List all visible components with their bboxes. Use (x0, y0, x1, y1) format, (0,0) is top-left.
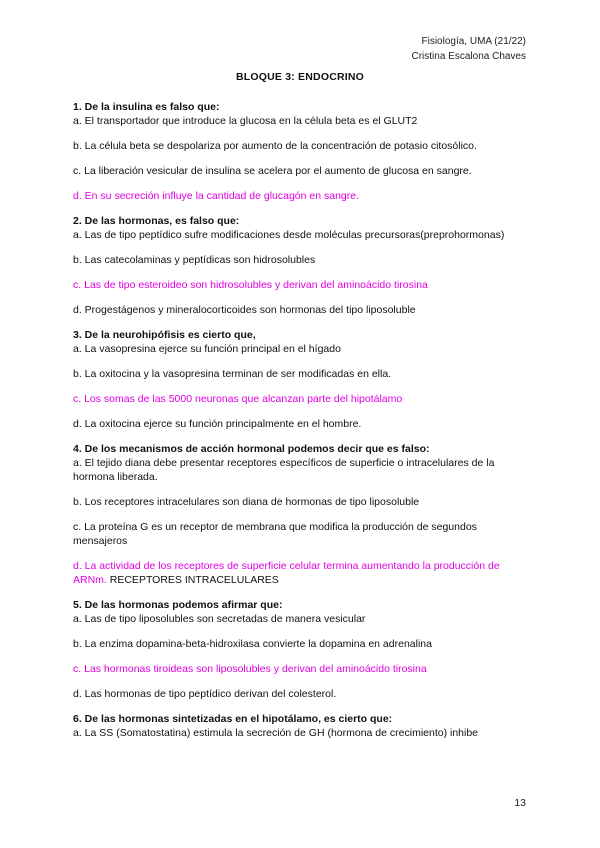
question-title: 6. De las hormonas sintetizadas en el hipotálamo, es cierto que: (73, 713, 393, 725)
option-d: d. Las hormonas de tipo peptídico derivan del colesterol. (73, 688, 337, 700)
question-5 (73, 598, 528, 701)
questions-list (73, 100, 528, 751)
option-d: d. Progestágenos y mineralocorticoides son hormonas del tipo liposoluble (73, 304, 416, 316)
option-a: a. El tejido diana debe presentar receptores específicos de superficie o intracelulares de la hormona liberada. (73, 457, 495, 483)
option-c-highlighted: c. Las de tipo esteroideo son hidrosolubles y derivan del aminoácido tirosina (73, 279, 428, 291)
option-c-highlighted: c. Los somas de las 5000 neuronas que alcanzan parte del hipotálamo (73, 393, 403, 405)
question-6 (73, 712, 528, 740)
option-d-text: d. La actividad de los receptores de superficie celular termina aumentando la producción de ARNm. (73, 560, 500, 586)
question-title: 3. De la neurohipófisis es cierto que, (73, 329, 256, 341)
question-1 (73, 100, 528, 203)
option-b: b. Las catecolaminas y peptídicas son hidrosolubles (73, 254, 316, 266)
author-label: Cristina Escalona Chaves (411, 51, 526, 62)
question-title: 4. De los mecanismos de acción hormonal podemos decir que es falso: (73, 443, 430, 455)
option-a: a. Las de tipo peptídico sufre modificaciones desde moléculas precursoras(preprohormonas) (73, 229, 505, 241)
option-b: b. La célula beta se despolariza por aumento de la concentración de potasio citosólico. (73, 140, 477, 152)
option-b: b. La enzima dopamina-beta-hidroxilasa convierte la dopamina en adrenalina (73, 638, 432, 650)
option-d-highlighted: d. En su secreción influye la cantidad de glucagón en sangre. (73, 190, 360, 202)
option-a: a. Las de tipo liposolubles son secretadas de manera vesicular (73, 613, 366, 625)
option-a: a. La SS (Somatostatina) estimula la secreción de GH (hormona de crecimiento) inhibe (73, 727, 479, 739)
option-a: a. El transportador que introduce la glucosa en la célula beta es el GLUT2 (73, 115, 418, 127)
page-number: 13 (514, 797, 526, 809)
question-title: 2. De las hormonas, es falso que: (73, 215, 240, 227)
question-2 (73, 214, 528, 317)
page-title: BLOQUE 3: ENDOCRINO (235, 71, 365, 83)
option-d-note: RECEPTORES INTRACELULARES (109, 574, 279, 586)
option-c: c. La liberación vesicular de insulina se acelera por el aumento de glucosa en sangre. (73, 165, 472, 177)
question-title: 5. De las hormonas podemos afirmar que: (73, 599, 283, 611)
option-b: b. Los receptores intracelulares son diana de hormonas de tipo liposoluble (73, 496, 420, 508)
page-header (412, 34, 527, 64)
option-b: b. La oxitocina y la vasopresina terminan de ser modificadas en ella. (73, 368, 392, 380)
question-title: 1. De la insulina es falso que: (73, 101, 220, 113)
question-4 (73, 442, 528, 587)
option-c: c. La proteína G es un receptor de membrana que modifica la producción de segundos mensajeros (73, 521, 477, 547)
option-a: a. La vasopresina ejerce su función principal en el hígado (73, 343, 341, 355)
option-c-highlighted: c. Las hormonas tiroideas son liposolubles y derivan del aminoácido tirosina (73, 663, 427, 675)
option-d-highlighted (73, 559, 528, 587)
option-d: d. La oxitocina ejerce su función principalmente en el hombre. (73, 418, 362, 430)
question-3 (73, 328, 528, 431)
course-label: Fisiología, UMA (21/22) (421, 36, 526, 47)
